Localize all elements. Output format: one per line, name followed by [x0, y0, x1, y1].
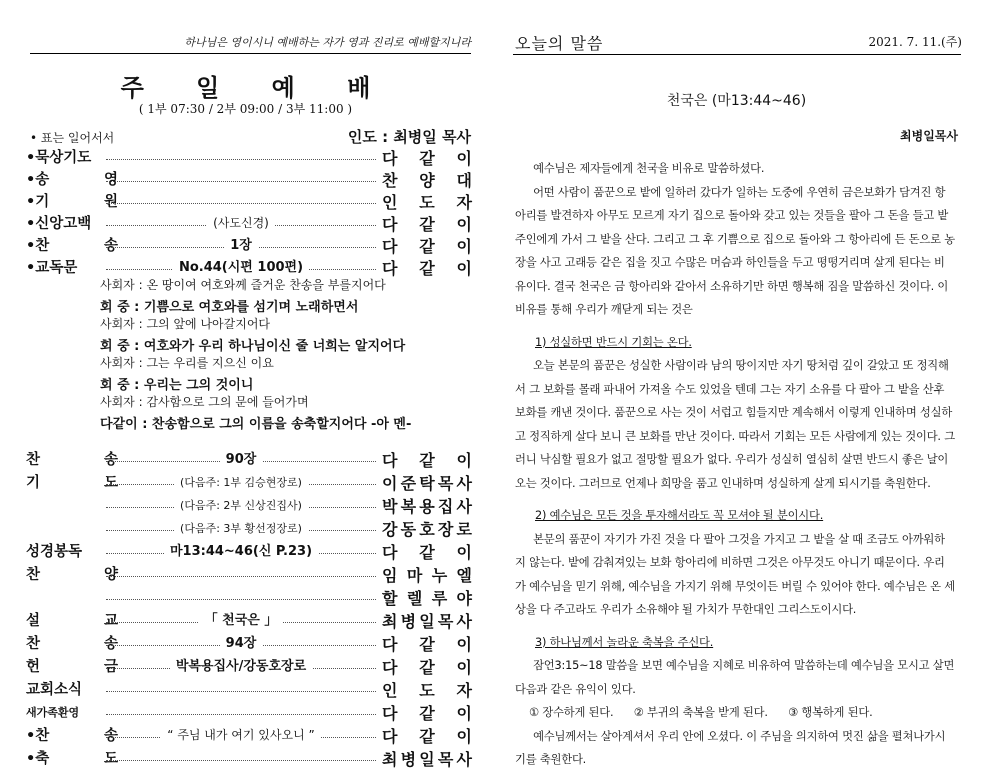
order-item-label: •찬 송	[26, 728, 118, 744]
responsive-line: 다같이 : 찬송함으로 그의 이름을 송축할지어다 -아 멘-	[100, 416, 412, 432]
order-item-label: 교회소식	[26, 682, 83, 698]
intro-paragraph: 예수님은 제자들에게 천국을 비유로 말씀하셨다.	[533, 162, 765, 175]
dotted-leader	[106, 760, 376, 761]
dotted-leader	[106, 203, 376, 204]
dotted-leader	[106, 599, 376, 600]
sermon-page	[491, 0, 982, 781]
order-row	[26, 234, 472, 256]
order-row	[26, 655, 472, 677]
dotted-leader	[106, 691, 376, 692]
order-item-label: •찬 송	[26, 238, 118, 254]
order-item-person: 최 병 일 목 사	[382, 612, 472, 631]
sermon-header: 오늘의 말씀	[515, 34, 604, 53]
order-row	[26, 168, 472, 190]
order-item-person: 찬 양 대	[382, 171, 472, 190]
order-item-label: •축 도	[26, 751, 118, 767]
order-row	[26, 494, 472, 516]
motto: 하나님은 영이시니 예배하는 자가 영과 진리로 예배할지니라	[30, 34, 471, 54]
order-item-person: 다 같 이	[382, 451, 472, 470]
order-item-detail: 94장	[220, 636, 263, 651]
responsive-line: 사회자 : 감사함으로 그의 문에 들어가며	[100, 395, 309, 409]
order-item-detail: 90장	[220, 452, 263, 467]
page-title: 주 일 예 배	[120, 74, 393, 102]
sermon-date: 2021. 7. 11.(주)	[868, 35, 962, 49]
dotted-leader	[106, 159, 376, 160]
dotted-leader	[106, 714, 376, 715]
order-row	[26, 724, 472, 746]
order-row	[26, 256, 472, 278]
responsive-line: 회 중 : 우리는 그의 것이니	[100, 377, 254, 393]
responsive-line: 사회자 : 그의 앞에 나아갈지어다	[100, 317, 270, 331]
worship-leader: 인도 : 최병일 목사	[347, 128, 471, 146]
order-item-detail: “ 주님 내가 여기 있사오니 ”	[161, 728, 320, 742]
order-item-label: 헌 금	[26, 659, 118, 675]
order-row	[26, 517, 472, 539]
order-item-label: 찬 송	[26, 636, 118, 652]
sermon-title: 천국은 (마13:44~46)	[666, 93, 807, 109]
order-item-person: 임 마 누 엘	[382, 566, 472, 585]
responsive-line: 사회자 : 그는 우리를 지으신 이요	[100, 356, 274, 370]
order-row	[26, 212, 472, 234]
order-item-person: 다 같 이	[382, 635, 472, 654]
responsive-line: 회 중 : 여호와가 우리 하나님이신 줄 너희는 알지어다	[100, 338, 406, 354]
order-item-person: 인 도 자	[382, 193, 472, 212]
order-item-label: •묵상기도	[26, 150, 92, 166]
order-item-detail: 1장	[224, 238, 258, 253]
order-item-detail: No.44(시편 100편)	[173, 260, 309, 275]
order-item-label: 찬 송	[26, 452, 118, 468]
order-row	[26, 563, 472, 585]
order-item-person: 인 도 자	[382, 681, 472, 700]
order-item-detail: (다음주: 1부 김승현장로)	[174, 476, 308, 489]
responsive-line: 회 중 : 기쁨으로 여호와를 섬기며 노래하면서	[100, 299, 359, 315]
order-row	[26, 632, 472, 654]
order-item-person: 다 같 이	[382, 215, 472, 234]
standing-note: • 표는 일어서서	[30, 131, 115, 145]
point-heading: 3) 하나님께서 놀라운 축복을 주신다.	[535, 635, 714, 649]
order-row	[26, 586, 472, 608]
order-item-person: 강 동 호 장 로	[382, 520, 472, 539]
order-item-label: 찬 양	[26, 567, 118, 583]
order-item-person: 다 같 이	[382, 259, 472, 278]
point-body: 오늘 본문의 품꾼은 성실한 사람이라 남의 땅이지만 자기 땅처럼 깊이 갈았고 또 정직해서 그 보화를 몰래 파내어 가져올 수도 있었을 텐데 그는 자기 소유를 다 팔아 그 밭을 산후 보화를 캐낸 것이다. 품꾼으로 사는 것이 서럽고 힘들지만 계속해서 이렇게 인내하며 성실하고 정직하게 살다 보니 큰 보화를 만난 것이다. 따라서 기회는 모든 사람에게 있는 것이다. 그러니 낙심할 필요가 없고 절망할 필요가 없다. 우리가 성실히 열심히 살면 반드시 좋은 날이 오는 것이다. 그러므로 언제나 희망을 품고 인내하며 성실하게 살게 되시기를 축원한다.	[515, 359, 955, 490]
order-item-person: 다 같 이	[382, 704, 472, 723]
order-item-person: 다 같 이	[382, 543, 472, 562]
order-item-detail: 마13:44~46(신 P.23)	[164, 544, 318, 559]
dotted-leader	[106, 181, 376, 182]
order-item-person: 최 병 일 목 사	[382, 750, 472, 769]
order-item-detail: (다음주: 3부 황선정장로)	[174, 522, 308, 535]
order-item-detail: 박복용집사/강동호장로	[170, 659, 312, 674]
intro-paragraph: 어떤 사람이 품꾼으로 밭에 일하러 갔다가 일하는 도중에 우연히 금은보화가 담겨진 항아리를 발견하자 아무도 모르게 자기 집으로 돌아와 갖고 있는 것들을 팔아 그 돈을 들고 밭주인에게 가서 그 밭을 산다. 그리고 그 후 기쁨으로 집으로 돌아와 그 항아리에 든 돈으로 농장을 사고 고래등 같은 집을 짓고 수많은 머슴과 하인들을 두고 떵떵거리며 살게 된다는 비유이다. 결국 천국은 금 항아리와 같아서 소유하기만 하면 행복해 짐을 말씀하신 것이다. 이 비유를 통해 우리가 깨닫게 되는 것은	[515, 185, 955, 316]
order-item-label: •신앙고백	[26, 216, 92, 232]
order-row	[26, 190, 472, 212]
benefits-list: ① 장수하게 된다. ② 부귀의 축복을 받게 된다. ③ 행복하게 된다.	[529, 706, 873, 719]
order-row	[26, 146, 472, 168]
order-row	[26, 540, 472, 562]
order-item-label: •기 원	[26, 194, 118, 210]
order-row	[26, 471, 472, 493]
sermon-body	[515, 157, 955, 772]
dotted-leader	[106, 576, 376, 577]
order-row	[26, 678, 472, 700]
order-item-label: 기 도	[26, 475, 118, 491]
order-item-label: 새가족환영	[26, 706, 80, 719]
order-row	[26, 448, 472, 470]
responsive-line: 사회자 : 온 땅이여 여호와께 즐거운 찬송을 부를지어다	[100, 278, 386, 292]
service-times: ( 1부 07:30 / 2부 09:00 / 3부 11:00 )	[138, 102, 353, 116]
order-item-detail: (다음주: 2부 신상진집사)	[174, 499, 308, 512]
order-row	[26, 609, 472, 631]
order-item-person: 다 같 이	[382, 237, 472, 256]
point-heading: 1) 성실하면 반드시 기회는 온다.	[535, 335, 692, 349]
closing-paragraph: 예수님께서는 살아계셔서 우리 안에 오셨다. 이 주님을 의지하여 멋진 삶을 펼쳐나가시기를 축원한다.	[515, 729, 946, 766]
order-item-label: 설 교	[26, 613, 118, 629]
order-item-person: 다 같 이	[382, 658, 472, 677]
order-item-person: 다 같 이	[382, 727, 472, 746]
order-item-detail: (사도신경)	[207, 216, 275, 230]
order-item-person: 박 복 용 집 사	[382, 497, 472, 516]
point-body: 잠언3:15~18 말씀을 보면 예수님을 지혜로 비유하여 말씀하는데 예수님을 모시고 살면 다음과 같은 유익이 있다.	[515, 659, 955, 696]
point-body: 본문의 품꾼이 자기가 가진 것을 다 팔아 그것을 가지고 그 밭을 살 때 조금도 아까워하지 않는다. 밭에 감춰져있는 보화 항아리에 비하면 그것은 아무것도 아니기 때문이다. 우리가 예수님을 믿기 위해, 예수님을 가지기 위해 무엇이든 버릴 수 있어야 한다. 예수님은 온 세상을 다 주고라도 우리가 소유해야 될 가치가 무한대인 그리스도이시다.	[515, 532, 955, 616]
order-item-label: •송 영	[26, 172, 118, 188]
order-item-detail: 「 천국은 」	[199, 613, 284, 628]
order-row	[26, 701, 472, 723]
point-heading: 2) 예수님은 모든 것을 투자해서라도 꼭 모셔야 될 분이시다.	[535, 509, 824, 522]
order-item-label: 성경봉독	[26, 544, 83, 560]
order-item-label: •교독문	[26, 260, 78, 276]
order-item-person: 이 준 탁 목 사	[382, 474, 472, 493]
sermon-preacher: 최병일목사	[900, 129, 958, 143]
header-divider	[513, 54, 961, 55]
order-item-person: 할 렐 루 야	[382, 589, 472, 608]
order-item-person: 다 같 이	[382, 149, 472, 168]
order-row	[26, 747, 472, 769]
